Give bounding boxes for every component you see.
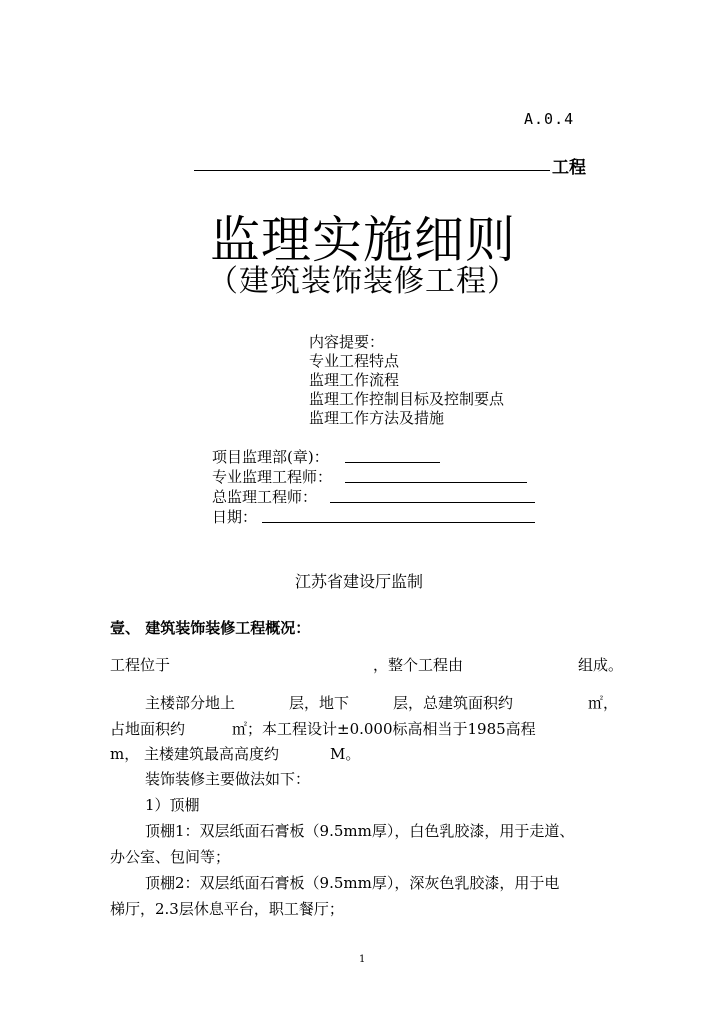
para-location-c: 组成。 bbox=[578, 656, 624, 674]
form-code: A.0.4 bbox=[524, 110, 575, 128]
main-title: 监理实施细则 bbox=[210, 211, 516, 269]
summary-item: 专业工程特点 bbox=[309, 352, 400, 370]
para-floors-d: ㎡， bbox=[588, 694, 619, 712]
para-area-a: 占地面积约 bbox=[110, 720, 186, 738]
sub-title: （建筑装饰装修工程） bbox=[208, 264, 518, 299]
section-heading: 壹、 建筑装饰装修工程概况： bbox=[110, 619, 311, 637]
para-height-a: m， 主楼建筑最高高度约 bbox=[110, 745, 279, 763]
para-height-b: M。 bbox=[330, 745, 361, 763]
summary-item: 监理工作控制目标及控制要点 bbox=[309, 390, 505, 408]
para-location-b: ，整个工程由 bbox=[373, 656, 464, 674]
para-ceiling-2-cont: 梯厅，2.3层休息平台，职工餐厅； bbox=[110, 900, 344, 918]
issuer: 江苏省建设厅监制 bbox=[295, 572, 424, 591]
chief-engineer-label: 总监理工程师： bbox=[212, 488, 318, 506]
engineer-line bbox=[345, 482, 527, 483]
para-location-a: 工程位于 bbox=[110, 656, 171, 674]
summary-label: 内容提要： bbox=[309, 333, 385, 351]
page-number: 1 bbox=[359, 954, 366, 965]
para-floors-c: 层，总建筑面积约 bbox=[393, 694, 514, 712]
project-name-line bbox=[194, 170, 550, 171]
summary-item: 监理工作流程 bbox=[309, 371, 400, 389]
para-methods-intro: 装饰装修主要做法如下： bbox=[145, 770, 311, 788]
dept-seal-label: 项目监理部(章)： bbox=[212, 448, 329, 466]
summary-item: 监理工作方法及措施 bbox=[309, 409, 445, 427]
para-ceiling-heading: 1）顶棚 bbox=[145, 796, 200, 814]
engineer-label: 专业监理工程师： bbox=[212, 468, 333, 486]
date-label: 日期： bbox=[212, 508, 258, 526]
chief-engineer-line bbox=[330, 502, 535, 503]
dept-seal-line bbox=[345, 462, 440, 463]
para-floors-b: 层，地下 bbox=[289, 694, 350, 712]
para-ceiling-2: 顶棚2：双层纸面石膏板（9.5mm厚），深灰色乳胶漆，用于电 bbox=[145, 874, 560, 892]
date-line bbox=[262, 522, 535, 523]
project-suffix: 工程 bbox=[552, 158, 586, 178]
para-area-b: ㎡；本工程设计±0.000标高相当于1985高程 bbox=[232, 720, 536, 738]
para-ceiling-1: 顶棚1：双层纸面石膏板（9.5mm厚），白色乳胶漆，用于走道、 bbox=[145, 822, 575, 840]
para-floors-a: 主楼部分地上 bbox=[145, 694, 236, 712]
para-ceiling-1-cont: 办公室、包间等； bbox=[110, 848, 231, 866]
